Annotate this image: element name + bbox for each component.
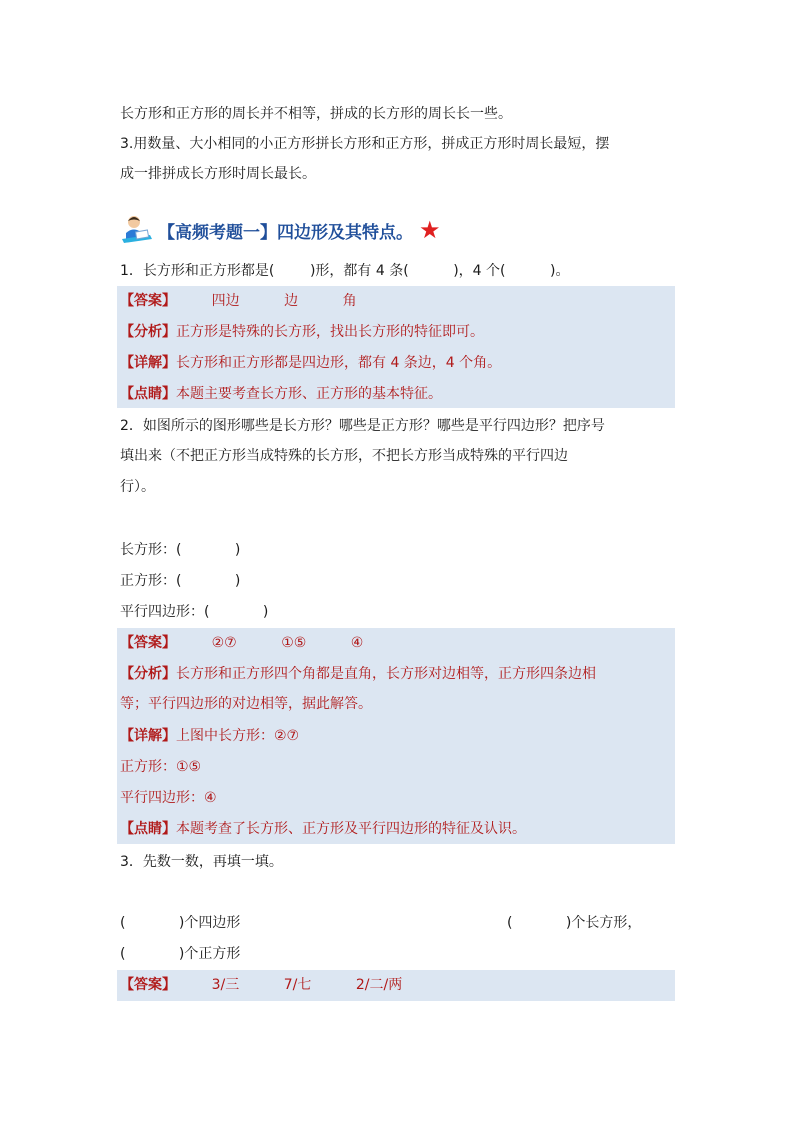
q1-analysis-text: 正方形是特殊的长方形，找出长方形的特征即可。 xyxy=(176,324,484,340)
section-heading xyxy=(120,212,441,248)
q1-detail-row xyxy=(120,353,501,373)
q1-analysis-row xyxy=(120,322,484,342)
q2-question-line-2: 填出来（不把正方形当成特殊的长方形，不把长方形当成特殊的平行四边 xyxy=(120,448,568,464)
q2-blank-square: 正方形：( ) xyxy=(120,573,241,589)
comment-tag: 【点睛】 xyxy=(120,821,176,837)
q2-answer-row xyxy=(120,633,363,653)
student-reading-icon xyxy=(120,213,154,247)
q2-analysis-text-1: 长方形和正方形四个角都是直角，长方形对边相等，正方形四条边相 xyxy=(176,666,596,682)
q1-comment-row xyxy=(120,384,442,404)
q3-question: 3．先数一数，再填一填。 xyxy=(120,854,283,870)
q2-analysis-row-1 xyxy=(120,664,596,684)
q2-question-line-1: 2．如图所示的图形哪些是长方形？哪些是正方形？哪些是平行四边形？把序号 xyxy=(120,418,605,434)
q3-blank-rectangle: ( )个长方形， xyxy=(507,915,642,931)
intro-line-1: 长方形和正方形的周长并不相等，拼成的长方形的周长长一些。 xyxy=(120,106,512,122)
q2-comment-row xyxy=(120,819,526,839)
q1-question: 1．长方形和正方形都是( )形，都有 4 条( )，4 个( )。 xyxy=(120,263,570,279)
intro-line-2: 3.用数量、大小相同的小正方形拼长方形和正方形，拼成正方形时周长最短，摆 xyxy=(120,136,610,152)
comment-tag: 【点睛】 xyxy=(120,386,176,402)
answer-tag: 【答案】 xyxy=(120,635,176,651)
q2-detail-row-1 xyxy=(120,726,299,746)
analysis-tag: 【分析】 xyxy=(120,666,176,682)
detail-tag: 【详解】 xyxy=(120,355,176,371)
answer-tag: 【答案】 xyxy=(120,293,176,309)
q2-blank-rectangle: 长方形：( ) xyxy=(120,542,241,558)
q3-answer-text: 3/三 7/七 2/二/两 xyxy=(176,977,403,993)
detail-tag: 【详解】 xyxy=(120,728,176,744)
intro-line-3: 成一排拼成长方形时周长最长。 xyxy=(120,166,316,182)
answer-tag: 【答案】 xyxy=(120,977,176,993)
q1-answer-text: 四边 边 角 xyxy=(176,293,357,309)
q1-answer-row xyxy=(120,291,357,311)
q3-blank-quadrilateral: ( )个四边形 xyxy=(120,915,241,931)
q2-blank-parallelogram: 平行四边形：( ) xyxy=(120,604,269,620)
q3-answer-row xyxy=(120,975,402,995)
q1-detail-text: 长方形和正方形都是四边形，都有 4 条边，4 个角。 xyxy=(176,355,502,371)
q2-analysis-text-2: 等；平行四边形的对边相等，据此解答。 xyxy=(120,696,372,712)
section-title: 【高频考题一】四边形及其特点。 xyxy=(158,222,413,243)
analysis-tag: 【分析】 xyxy=(120,324,176,340)
q2-comment-text: 本题考查了长方形、正方形及平行四边形的特征及认识。 xyxy=(176,821,526,837)
q2-answer-text: ②⑦ ①⑤ ④ xyxy=(176,635,364,651)
star-icon: ★ xyxy=(419,216,441,244)
q2-detail-text-3: 平行四边形：④ xyxy=(120,790,217,806)
q2-question-line-3: 行）。 xyxy=(120,479,155,495)
q2-detail-text-1: 上图中长方形：②⑦ xyxy=(176,728,300,744)
q2-detail-text-2: 正方形：①⑤ xyxy=(120,759,202,775)
q1-comment-text: 本题主要考查长方形、正方形的基本特征。 xyxy=(176,386,442,402)
q3-blank-square: ( )个正方形 xyxy=(120,946,241,962)
